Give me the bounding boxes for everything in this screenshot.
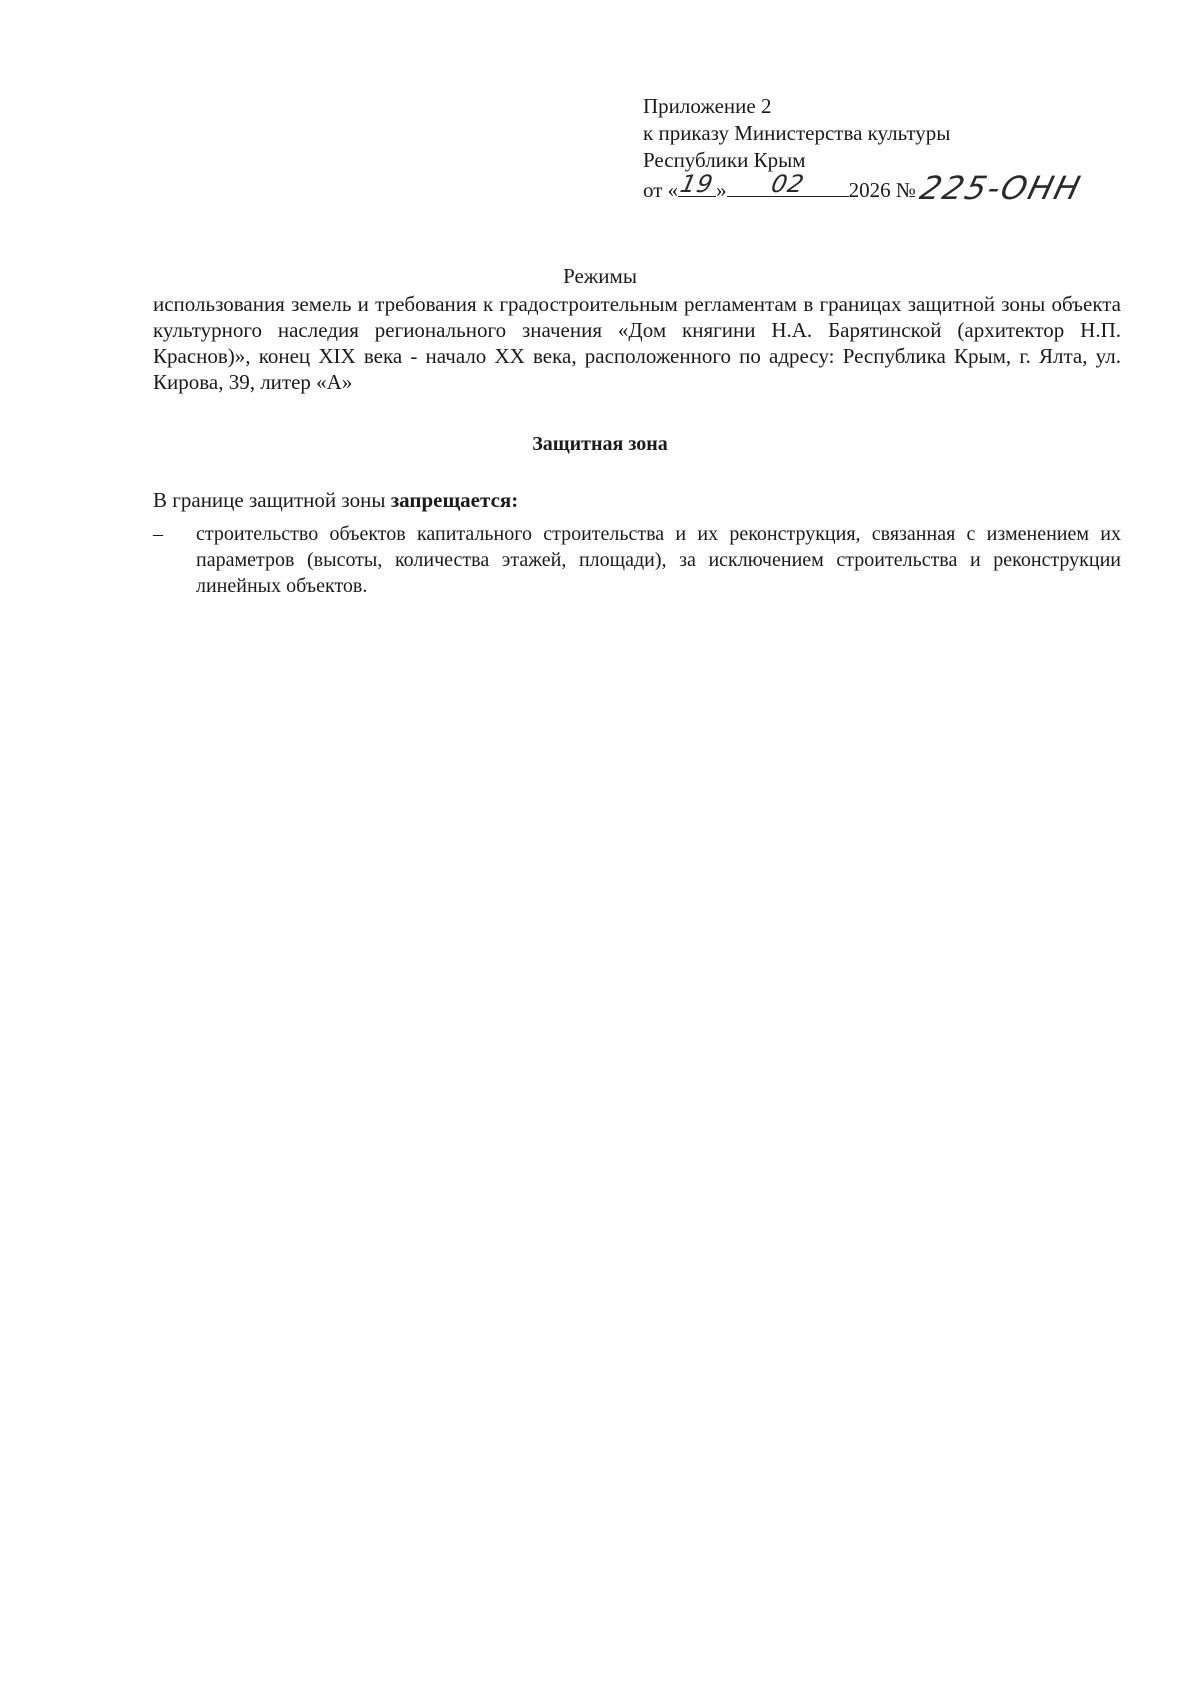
list-bullet: – (153, 523, 163, 545)
document-title: Режимы (563, 264, 637, 288)
intro-text: В границе защитной зоны (153, 488, 391, 512)
date-day-field (677, 170, 717, 198)
appendix-number: Приложение 2 (643, 94, 772, 118)
prohibition-intro (153, 487, 1121, 513)
date-year: 2026 № (848, 178, 916, 202)
date-month-handwritten: 02 (768, 170, 807, 198)
date-mid: » (716, 178, 727, 202)
appendix-header (643, 93, 1123, 207)
list-item-text: строительство объектов капитального строительства и их реконструкция, связанная с изменением их параметров (высоты, количества этажей, площади), за исключением строительства и реконструкции линейных объектов. (196, 523, 1121, 597)
date-month-field (727, 170, 849, 198)
appendix-order-ref: к приказу Министерства культуры (643, 121, 951, 145)
section-heading: Защитная зона (532, 433, 668, 455)
document-subtitle: использования земель и требования к градостроительным регламентам в границах защитной зоны объекта культурного наследия регионального значения «Дом княгини Н.А. Барятинской (архитектор Н.П. Краснов)», конец XIX века - начало XX века, расположенного по адресу: Республика Крым, г. Ялта, ул. Кирова, 39, литер «А» (153, 292, 1121, 394)
intro-emphasis: запрещается: (390, 488, 519, 512)
date-prefix: от « (643, 178, 679, 202)
order-number-handwritten: 225-ОНН (916, 169, 1086, 207)
appendix-region: Республики Крым (643, 148, 806, 172)
list-item (153, 521, 1121, 599)
prohibition-list (153, 521, 1121, 599)
date-day-handwritten: 19 (677, 170, 717, 198)
order-date-line (643, 169, 1123, 207)
